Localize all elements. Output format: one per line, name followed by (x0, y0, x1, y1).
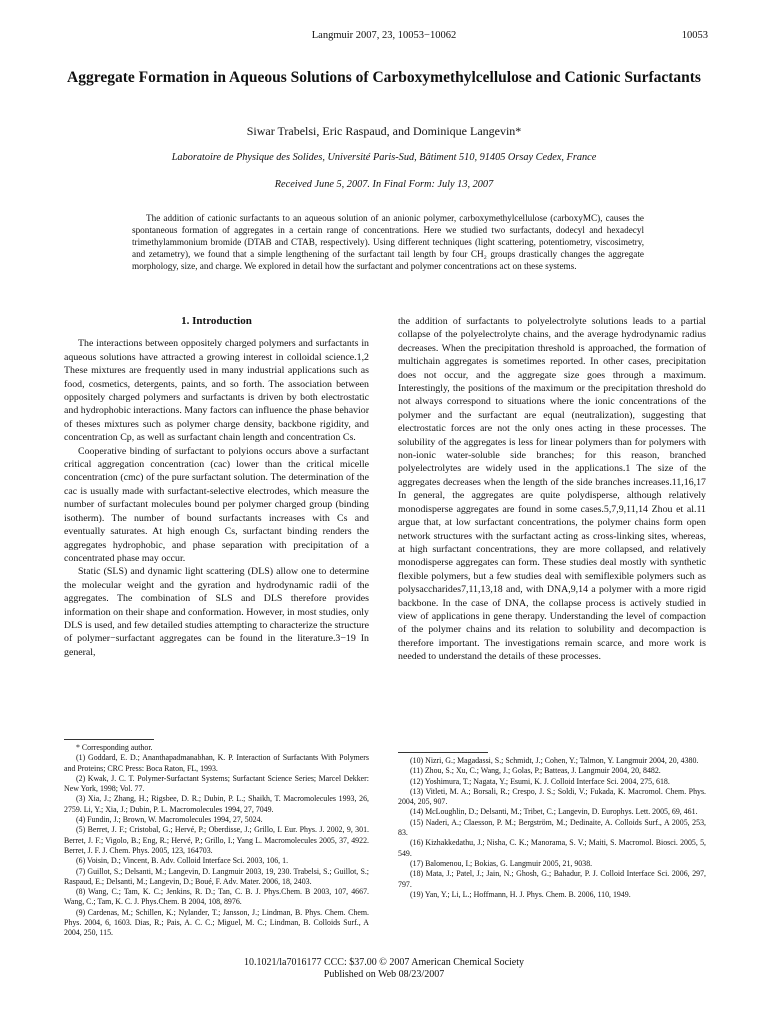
paragraph: the addition of surfactants to polyelectrolyte solutions leads to a partial collapse of the polyelectrolyte chains, and the average hydrodynamic radius decreases. When the precipitation threshold is approached, the formation of multichain aggregates is sometimes reported. In other cases, precipitation does not occur, and the aggregate size goes through a maximum. Interestingly, the positions of the maximum or the precipitation threshold do not always correspond to situations where the ionic concentrations of the polymer and the surfactant are equal (neutralization), suggesting that electrostatic forces are not the only ones acting in these processes. The solubility of the aggregates is less for linear polymers than for polymers with non-ionic water-soluble side branches; for this reason, branched polyelectrolytes are widely used in the applications.1 The size of the aggregates decreases when the length of the side branches increases.11,16,17 In general, the aggregates are quite polydisperse, although relatively monodisperse aggregates are found in some cases.5,7,9,11,14 Zhou et al.11 argue that, at low surfactant concentrations, the polymer chains form open network structures with the surfactant acting as cross-linking sites, whereas, at high surfactant concentrations, they are more collapsed, and relatively monodisperse aggregates can form. These studies deal mostly with synthetic flexible polymers, but a few studies deal with semiflexible polymers such as polysaccharides7,11,13,18 and, with DNA,9,14 a polymer with a more rigid backbone. In the case of DNA, the collapse process is actively studied in view of applications in gene therapy. Understanding the level of compaction of the polymer chains and its relation to solubility and decompaction is therefore important. The investigations remain scarce, and more work is needed to understand the details of these processes. (398, 316, 706, 663)
journal-citation: Langmuir 2007, 23, 10053−10062 (311, 30, 457, 41)
affiliation: Laboratoire de Physique des Solides, Université Paris-Sud, Bâtiment 510, 91405 Orsay Cedex, France (171, 152, 597, 163)
footnote: * Corresponding author. (76, 743, 153, 752)
right-column (398, 315, 706, 664)
reference: (9) Cardenas, M.; Schillen, K.; Nylander, T.; Jansson, J.; Lindman, B. Phys. Chem. Chem. Phys. 2004, 6, 1603. Dias, R.; Pais, A. C. C.; Miguel, M. C.; Lindman, B. Colloids Surf., A 2004, 250, 115. (64, 907, 369, 938)
reference: (4) Fundin, J.; Brown, W. Macromolecules 1994, 27, 5024. (76, 815, 263, 825)
reference: (12) Yoshimura, T.; Nagata, Y.; Esumi, K. J. Colloid Interface Sci. 2004, 275, 618. (410, 776, 670, 786)
reference: (13) Vitleti, M. A.; Borsali, R.; Crespo, J. S.; Soldi, V.; Fukada, K. Macromol. Chem. Phys. 2004, 205, 907. (398, 786, 706, 807)
reference: (2) Kwak, J. C. T. Polymer-Surfactant Systems; Surfactant Science Series; Marcel Dekker: New York, 1998; Vol. 77. (64, 773, 369, 794)
author-list: Siwar Trabelsi, Eric Raspaud, and Dominique Langevin* (246, 124, 522, 138)
page-number: 10053 (681, 30, 708, 41)
reference: (8) Wang, C.; Tam, K. C.; Jenkins, R. D.; Tan, C. B. J. Phys.Chem. B 2003, 107, 4667. Wang, C.; Tam, K. C. J. Phys.Chem. B 2004, 108, 8976. (64, 887, 369, 907)
footnote-divider (398, 752, 488, 753)
reference: (19) Yan, Y.; Li, L.; Hoffmann, H. J. Phys. Chem. B. 2006, 110, 1949. (410, 889, 631, 899)
reference: (18) Mata, J.; Patel, J.; Jain, N.; Ghosh, G.; Bahadur, P. J. Colloid Interface Sci. 2006, 297, 797. (398, 869, 706, 889)
footnotes-left (64, 743, 369, 939)
left-column (64, 315, 369, 659)
doi-copyright-line: 10.1021/la7016177 CCC: $37.00 © 2007 American Chemical Society (243, 957, 525, 968)
reference: (10) Nizri, G.; Magadassi, S.; Schmidt, J.; Cohen, Y.; Talmon, Y. Langmuir 2004, 20, 4380. (410, 756, 699, 765)
paragraph: Cooperative binding of surfactant to polyions occurs above a surfactant critical aggregation concentration (cac) lower than the critical micelle concentration (cmc) of the pure surfactant solution. The determination of the cac is usually made with surfactant-selective electrodes, which measure the number of surfactant molecules bound per polymer charged group (binding isotherm). The number of bound surfactants increases with Cs and eventually saturates. At high enough Cs, surfactant binding renders the aggregates hydrophobic, and phase separation with precipitation of a concentrated phase may occur. (64, 445, 369, 564)
footnote-divider (64, 739, 154, 740)
reference: (5) Berret, J. F.; Cristobal, G.; Hervé, P.; Oberdisse, J.; Grillo, I. Eur. Phys. J. 2002, 9, 301. Berret, J. F.; Vigolo, B.; Eng, R.; Hervé, P.; Grillo, I.; Yang L. Macromolecules 2005, 37, 4922. Berret, J. F. J. Chem. Phys. 2005, 123, 164703. (64, 825, 369, 855)
reference: (1) Goddard, E. D.; Ananthapadmanabhan, K. P. Interaction of Surfactants With Polymers and Proteins; CRC Press: Boca Raton, FL, 1993. (64, 753, 369, 773)
reference: (14) McLoughlin, D.; Delsanti, M.; Tribet, C.; Langevin, D. Europhys. Lett. 2005, 69, 461. (410, 807, 698, 817)
abstract: The addition of cationic surfactants to an aqueous solution of an anionic polymer, carboxymethylcellulose (carboxyMC), causes the spontaneous formation of aggregates in a certain range of concentrations. Here we studied two surfactants, dodecyl and hexadecyl trimethylammonium bromide (DTAB and CTAB, respectively). Using different techniques (light scattering, potentiometry, viscosimetry, and zetametry), we found that a simple lengthening of the surfactant tail length by four CH₂ groups drastically changes the aggregate morphology, size, and charge. We explored in detail how the surfactant and polymer concentrations act on these systems. (132, 213, 644, 272)
reference: (11) Zhou, S.; Xu, C.; Wang, J.; Golas, P.; Batteas, J. Langmuir 2004, 20, 8482. (410, 766, 661, 776)
publication-date: Published on Web 08/23/2007 (323, 969, 445, 980)
reference: (7) Guillot, S.; Delsanti, M.; Langevin, D. Langmuir 2003, 19, 230. Trabelsi, S.; Guillot, S.; Raspaud, E.; Delsanti, M.; Langevin, D.; Boué, F. Adv. Mater. 2006, 18, 2403. (64, 866, 369, 886)
reference: (16) Kizhakkedathu, J.; Nisha, C. K.; Manorama, S. V.; Maiti, S. Macromol. Biosci. 2005, 5, 549. (398, 838, 706, 858)
reference: (15) Naderi, A.; Claesson, P. M.; Bergström, M.; Dedinaite, A. Colloids Surf., A 2005, 253, 83. (398, 817, 706, 838)
reference: (3) Xia, J.; Zhang, H.; Rigsbee, D. R.; Dubin, P. L.; Shaikh, T. Macromolecules 1993, 26, 2759. Li, Y.; Xia, J.; Dubin, P. L. Macromolecules 1994, 27, 7049. (64, 794, 369, 814)
paper-title: Aggregate Formation in Aqueous Solutions of Carboxymethylcellulose and Cationic Surfactants (67, 69, 701, 86)
reference: (6) Voisin, D.; Vincent, B. Adv. Colloid Interface Sci. 2003, 106, 1. (76, 856, 289, 866)
received-dates: Received June 5, 2007. In Final Form: July 13, 2007 (274, 179, 494, 190)
paragraph: The interactions between oppositely charged polymers and surfactants in aqueous solutions have attracted a growing interest in colloidal science.1,2 These mixtures are frequently used in many industrial applications such as food, cosmetics, detergents, paints, and so forth. The association between oppositely charged polymers and surfactants is driven by both electrostatic and hydrophobic interactions. Many factors can influence the phase behavior of theses mixtures such as polymer charge density, backbone rigidity, and concentration Cp, as well as surfactant chain length and concentration Cs. (64, 338, 369, 444)
footnotes-right (398, 756, 706, 900)
paragraph: Static (SLS) and dynamic light scattering (DLS) allow one to determine the molecular weight and the gyration and hydrodynamic radii of the aggregates. The combination of SLS and DLS therefore provides information on their shape and conformation. However, in most studies, only DLS is used, and few detailed studies attempting to characterize the structure of polymer−surfactant aggregates can be found in the literature.3−19 In general, (64, 566, 369, 658)
reference: (17) Balomenou, I.; Bokias, G. Langmuir 2005, 21, 9038. (410, 858, 593, 868)
section-heading: 1. Introduction (181, 315, 252, 327)
